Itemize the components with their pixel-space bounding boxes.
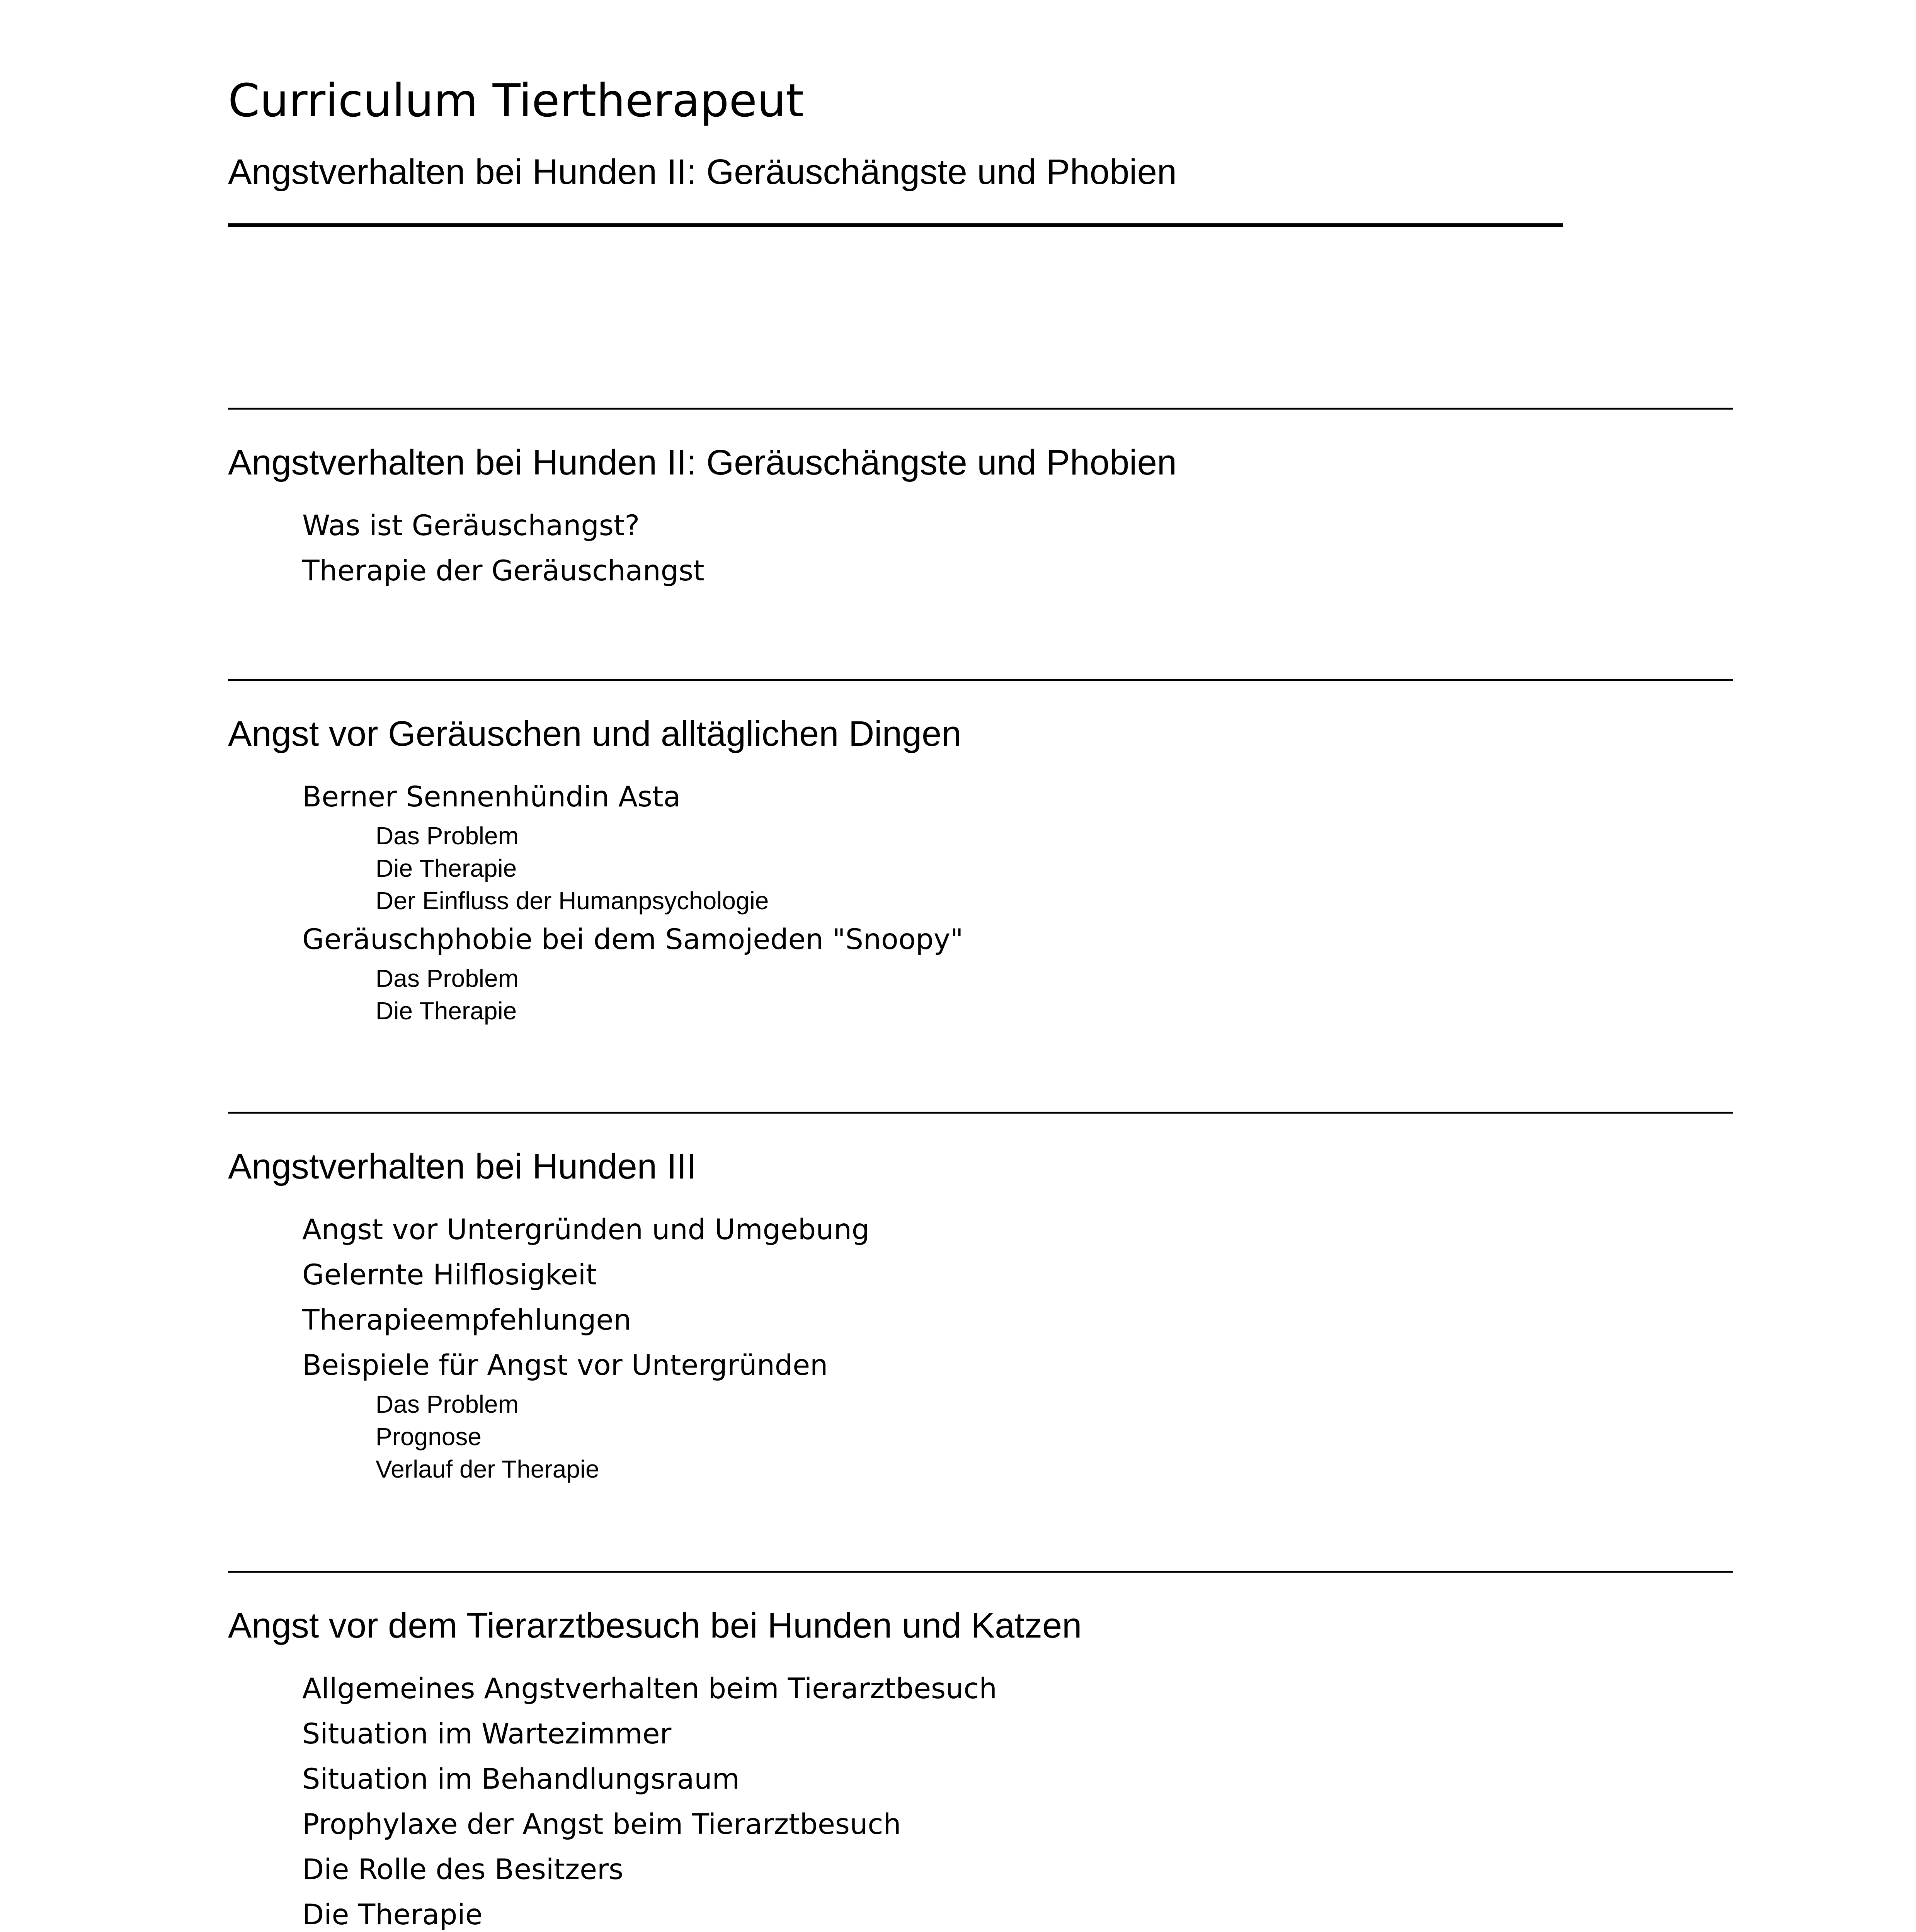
toc-item: Therapie der Geräuschangst — [302, 554, 704, 587]
document-title: Curriculum Tiertherapeut — [228, 74, 804, 127]
toc-item: Beispiele für Angst vor Untergründen — [302, 1349, 828, 1382]
toc-item: Die Rolle des Besitzers — [302, 1853, 624, 1886]
section-items — [228, 1207, 1735, 1485]
toc-item: Gelernte Hilflosigkeit — [302, 1259, 597, 1291]
toc-item: Situation im Behandlungsraum — [302, 1763, 740, 1796]
toc-item: Was ist Geräuschangst? — [302, 509, 640, 542]
toc-subitem: Verlauf der Therapie — [376, 1455, 599, 1483]
toc-subitem: Das Problem — [376, 964, 519, 992]
toc-item: Prophylaxe der Angst beim Tierarztbesuch — [302, 1808, 901, 1841]
toc-section — [228, 1112, 1735, 1485]
section-title: Angstverhalten bei Hunden II: Geräuschängste und Phobien — [228, 443, 1177, 482]
toc-item: Berner Sennenhündin Asta — [302, 781, 681, 813]
section-title: Angstverhalten bei Hunden III — [228, 1147, 697, 1186]
toc-subitem: Prognose — [376, 1423, 482, 1451]
toc-subitem: Das Problem — [376, 822, 519, 850]
toc-item: Angst vor Untergründen und Umgebung — [302, 1213, 870, 1246]
toc-section — [228, 679, 1735, 1027]
toc-item: Situation im Wartezimmer — [302, 1718, 672, 1750]
section-items — [228, 1666, 1735, 1932]
section-title: Angst vor dem Tierarztbesuch bei Hunden und Katzen — [228, 1606, 1082, 1645]
toc-item: Therapieempfehlungen — [302, 1304, 631, 1337]
header-rule — [228, 223, 1563, 227]
section-rule — [228, 1112, 1733, 1114]
toc-item: Allgemeines Angstverhalten beim Tierarztbesuch — [302, 1672, 997, 1705]
section-rule — [228, 408, 1733, 410]
section-rule — [228, 1571, 1733, 1573]
toc-subitem: Die Therapie — [376, 997, 517, 1025]
toc-item: Geräuschphobie bei dem Samojeden "Snoopy" — [302, 923, 963, 956]
section-items — [228, 503, 1735, 594]
section-rule — [228, 679, 1733, 681]
toc-item: Die Therapie — [302, 1898, 483, 1931]
section-items — [228, 774, 1735, 1027]
document-subtitle: Angstverhalten bei Hunden II: Geräuschängste und Phobien — [228, 152, 1177, 192]
toc-section — [228, 408, 1735, 594]
toc-subitem: Der Einfluss der Humanpsychologie — [376, 887, 769, 915]
toc-subitem: Die Therapie — [376, 854, 517, 882]
toc-subitem: Das Problem — [376, 1390, 519, 1418]
section-title: Angst vor Geräuschen und alltäglichen Dingen — [228, 714, 961, 753]
toc-section — [228, 1571, 1735, 1932]
